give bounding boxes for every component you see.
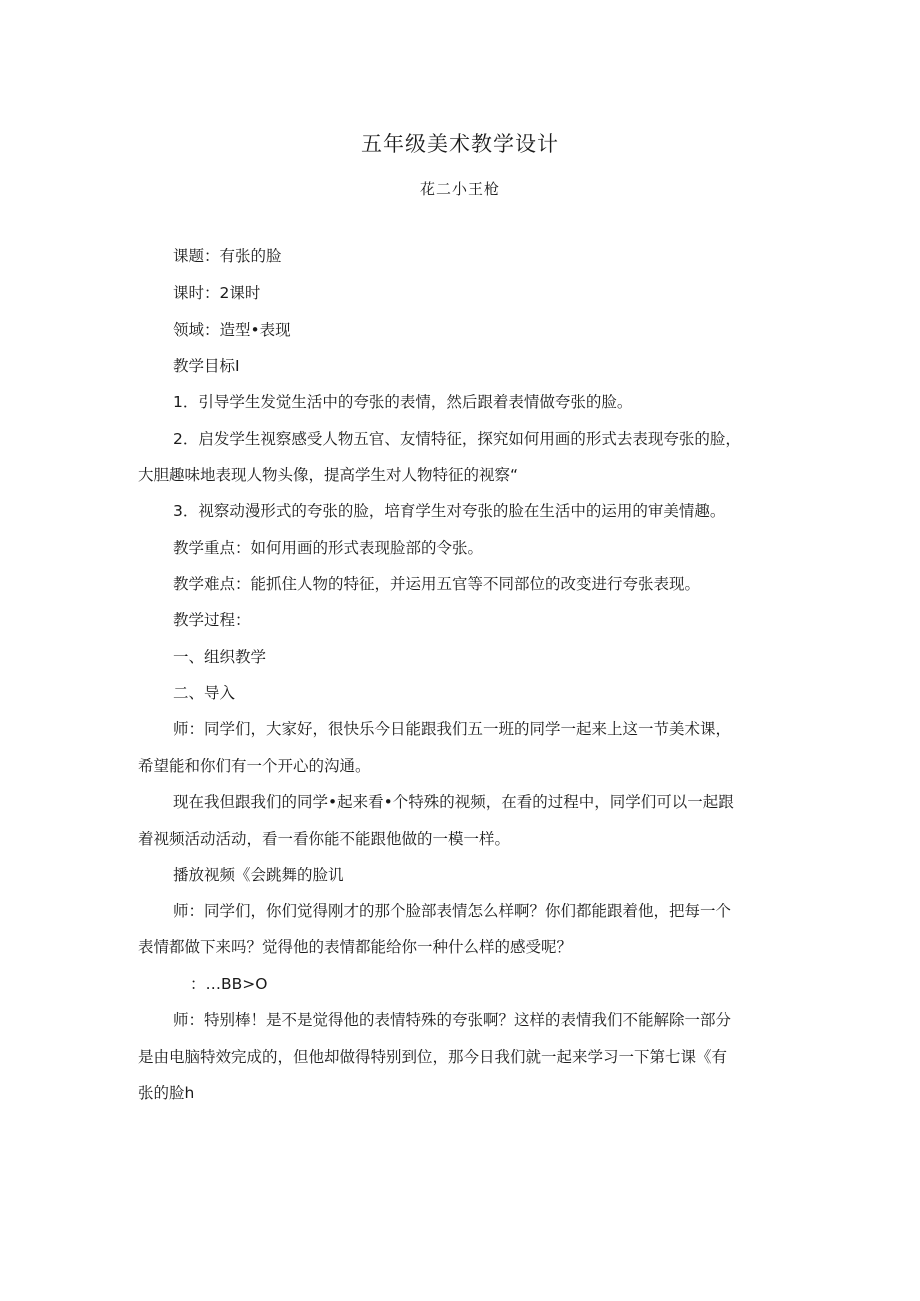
paragraph-2-line-2: 着视频活动活动，看一看你能不能跟他做的一模一样。	[138, 830, 511, 848]
document-title: 五年级美术教学设计	[361, 132, 559, 156]
goal-2-line-1: 2．启发学生视察感受人物五官、友情特征，探究如何用画的形式去表现夸张的脸，	[173, 430, 741, 448]
paragraph-4-line-2: 是由电脑特效完成的，但他却做得特别到位，那今日我们就一起来学习一下第七课《有	[138, 1048, 728, 1066]
paragraph-4-line-1: 师：特别棒！是不是觉得他的表情特殊的夸张啊？这样的表情我们不能解除一部分	[173, 1011, 732, 1029]
domain-line: 领域：造型•表现	[173, 321, 291, 339]
goal-1: 1．引导学生发觉生活中的夸张的表情，然后跟着表情做夸张的脸。	[173, 393, 633, 411]
paragraph-4-line-3: 张的脸h	[138, 1084, 195, 1102]
section-2-heading: 二、导入	[173, 684, 236, 702]
goal-2-line-2: 大胆趣味地表现人物头像，提高学生对人物特征的视察“	[138, 466, 519, 484]
paragraph-2-line-1: 现在我但跟我们的同学•起来看•个特殊的视频，在看的过程中，同学们可以一起跟	[173, 793, 734, 811]
class-hours-line: 课时：2课时	[173, 284, 261, 302]
goals-heading: 教学目标I	[173, 357, 240, 375]
key-point-line: 教学重点：如何用画的形式表现脸部的令张。	[173, 539, 484, 557]
paragraph-1-line-1: 师：同学们，大家好，很快乐今日能跟我们五一班的同学一起来上这一节美术课，	[173, 720, 732, 738]
document-author: 花二小王枪	[419, 180, 500, 198]
process-heading: 教学过程：	[173, 611, 251, 629]
section-1-heading: 一、组织教学	[173, 648, 267, 666]
video-line: 播放视频《会跳舞的脸讥	[173, 866, 344, 884]
difficulty-line: 教学难点：能抓住人物的特征，并运用五官等不同部位的改变进行夸张表现。	[173, 575, 701, 593]
goal-3: 3．视察动漫形式的夸张的脸，培育学生对夸张的脸在生活中的运用的审美情趣。	[173, 502, 726, 520]
topic-line: 课题：有张的脸	[173, 247, 282, 265]
garbled-line: ：…BB>O	[190, 975, 268, 993]
paragraph-3-line-1: 师：同学们，你们觉得刚才的那个脸部表情怎么样啊？你们都能跟着他，把每一个	[173, 902, 732, 920]
paragraph-3-line-2: 表情都做下来吗？觉得他的表情都能给你一种什么样的感受呢？	[138, 938, 573, 956]
paragraph-1-line-2: 希望能和你们有一个开心的沟通。	[138, 757, 371, 775]
